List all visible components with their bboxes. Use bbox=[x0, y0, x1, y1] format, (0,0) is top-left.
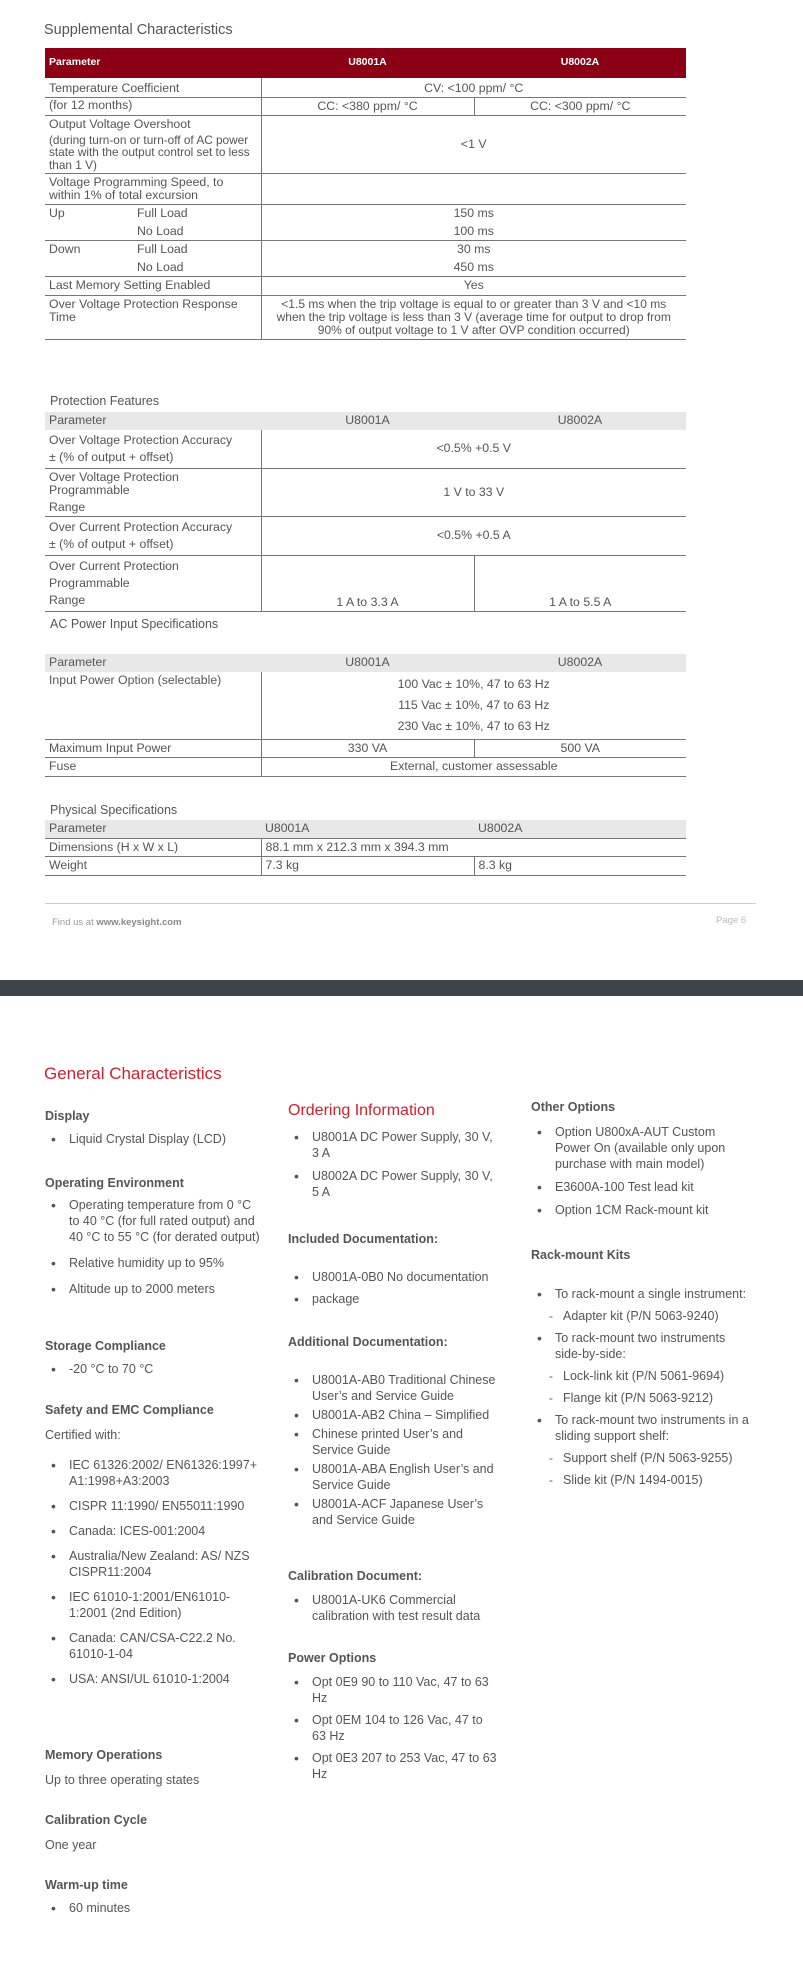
calibration-text: One year bbox=[45, 1838, 97, 1852]
document-page-7 bbox=[0, 996, 803, 1971]
list-item: • U8001A DC Power Supply, 30 V, 3 A bbox=[288, 1129, 503, 1161]
max-power-a: 330 VA bbox=[261, 739, 474, 758]
physical-header-u8002a: U8002A bbox=[474, 820, 686, 838]
page-separator bbox=[0, 980, 803, 996]
ovp-response-label: Over Voltage Protection Response Time bbox=[45, 295, 261, 339]
list-item: • U8001A-ACF Japanese User’s and Service Guide bbox=[288, 1496, 503, 1528]
up-label: Up bbox=[49, 206, 65, 220]
storage-list bbox=[45, 1361, 265, 1377]
calibration-doc-list bbox=[288, 1592, 503, 1624]
list-item: • Option 1CM Rack-mount kit bbox=[531, 1202, 751, 1218]
ocp-accuracy-label bbox=[45, 517, 261, 556]
certified-with: Certified with: bbox=[45, 1428, 121, 1442]
temp-coeff-cv: CV: <100 ppm/ °C bbox=[261, 78, 686, 97]
ovp-accuracy-label bbox=[45, 430, 261, 469]
physical-header-u8001a: U8001A bbox=[261, 820, 474, 838]
ovp-accuracy-label-1: Over Voltage Protection Accuracy bbox=[49, 432, 233, 447]
down-full-load: Full Load bbox=[137, 242, 188, 256]
list-item: • Opt 0EM 104 to 126 Vac, 47 to 63 Hz bbox=[288, 1712, 498, 1744]
document-page-6 bbox=[0, 0, 803, 980]
list-item: • Operating temperature from 0 °C to 40 °C (for full rated output) and 40 °C to 55 °C (for derated output) bbox=[45, 1197, 265, 1245]
ac-table bbox=[45, 654, 686, 777]
up-no-value: 100 ms bbox=[261, 223, 686, 241]
footer-find-us bbox=[52, 917, 182, 928]
ordering-list bbox=[288, 1129, 503, 1200]
up-full-label bbox=[45, 205, 261, 223]
list-item: - Support shelf (P/N 5063-9255) bbox=[531, 1450, 751, 1466]
up-no-load: No Load bbox=[137, 223, 184, 238]
list-item: - Adapter kit (P/N 5063-9240) bbox=[531, 1308, 751, 1324]
ovp-range-label-2: Range bbox=[49, 499, 86, 514]
included-doc-list bbox=[288, 1269, 503, 1307]
up-full-load: Full Load bbox=[137, 206, 188, 220]
physical-title: Physical Specifications bbox=[50, 803, 178, 817]
ac-header-parameter: Parameter bbox=[45, 654, 261, 672]
prog-speed-value bbox=[261, 174, 686, 205]
display-list bbox=[45, 1131, 265, 1147]
weight-b: 8.3 kg bbox=[474, 857, 686, 876]
list-item: • U8002A DC Power Supply, 30 V, 5 A bbox=[288, 1168, 503, 1200]
ocp-accuracy-label-2: ± (% of output + offset) bbox=[49, 537, 174, 551]
protection-header-parameter: Parameter bbox=[45, 412, 261, 430]
safety-list bbox=[45, 1457, 260, 1687]
list-item: • U8001A-AB2 China – Simplified bbox=[288, 1407, 503, 1423]
fuse-value: External, customer assessable bbox=[261, 758, 686, 777]
ocp-accuracy-value: <0.5% +0.5 A bbox=[261, 517, 686, 556]
input-option-100: 100 Vac ± 10%, 47 to 63 Hz bbox=[397, 676, 550, 691]
input-option-230: 230 Vac ± 10%, 47 to 63 Hz bbox=[397, 718, 550, 733]
ovp-range-label-1: Over Voltage Protection Programmable bbox=[49, 469, 179, 497]
safety-heading: Safety and EMC Compliance bbox=[45, 1403, 214, 1417]
up-no-label bbox=[45, 223, 261, 241]
list-item: - Lock-link kit (P/N 5061-9694) bbox=[531, 1368, 751, 1384]
temp-coeff-cc-b: CC: <300 ppm/ °C bbox=[474, 97, 686, 116]
overshoot-value: <1 V bbox=[261, 116, 686, 174]
physical-table bbox=[45, 820, 686, 876]
warmup-heading: Warm-up time bbox=[45, 1878, 128, 1892]
protection-header-u8002a: U8002A bbox=[474, 412, 686, 430]
input-option-values bbox=[261, 672, 686, 740]
footer-page-number: Page 6 bbox=[716, 915, 747, 926]
input-option-label: Input Power Option (selectable) bbox=[45, 672, 261, 740]
down-no-value: 450 ms bbox=[261, 259, 686, 277]
rack-mount-list bbox=[531, 1286, 751, 1488]
down-full-label bbox=[45, 241, 261, 259]
list-item: • Altitude up to 2000 meters bbox=[45, 1281, 265, 1297]
down-label: Down bbox=[49, 242, 81, 256]
max-power-b: 500 VA bbox=[474, 739, 686, 758]
rack-mount-heading: Rack-mount Kits bbox=[531, 1248, 631, 1262]
list-item: • U8001A-ABA English User’s and Service Guide bbox=[288, 1461, 503, 1493]
storage-heading: Storage Compliance bbox=[45, 1339, 166, 1353]
ac-header-u8002a: U8002A bbox=[474, 654, 686, 672]
down-full-value: 30 ms bbox=[261, 241, 686, 259]
protection-header-u8001a: U8001A bbox=[261, 412, 474, 430]
max-power-label: Maximum Input Power bbox=[45, 739, 261, 758]
last-memory-value: Yes bbox=[261, 277, 686, 296]
list-item: • Chinese printed User’s and Service Guide bbox=[288, 1426, 503, 1458]
power-options-heading: Power Options bbox=[288, 1651, 377, 1665]
list-item: • Opt 0E9 90 to 110 Vac, 47 to 63 Hz bbox=[288, 1674, 498, 1706]
list-item: • Option U800xA-AUT Custom Power On (available only upon purchase with main model) bbox=[531, 1124, 751, 1172]
calibration-heading: Calibration Cycle bbox=[45, 1813, 148, 1827]
last-memory-label: Last Memory Setting Enabled bbox=[45, 277, 261, 296]
list-item: • IEC 61326:2002/ EN61326:1997+ A1:1998+A3:2003 bbox=[45, 1457, 260, 1489]
list-item: • To rack-mount two instruments side-by-side: bbox=[531, 1330, 751, 1362]
protection-table bbox=[45, 412, 686, 612]
down-no-label bbox=[45, 259, 261, 277]
list-item: • To rack-mount a single instrument: bbox=[531, 1286, 751, 1302]
prog-speed-label: Voltage Programming Speed, to within 1% of total excursion bbox=[45, 174, 261, 205]
weight-a: 7.3 kg bbox=[261, 857, 474, 876]
list-item: • Canada: ICES-001:2004 bbox=[45, 1523, 260, 1539]
warmup-list bbox=[45, 1900, 265, 1916]
overshoot-label-1: Output Voltage Overshoot bbox=[49, 117, 191, 131]
list-item: • USA: ANSI/UL 61010-1:2004 bbox=[45, 1671, 260, 1687]
operating-env-heading: Operating Environment bbox=[45, 1176, 184, 1190]
list-item: • Canada: CAN/CSA-C22.2 No. 61010-1-04 bbox=[45, 1630, 260, 1662]
ovp-accuracy-label-2: ± (% of output + offset) bbox=[49, 449, 174, 464]
header-u8002a: U8002A bbox=[474, 48, 686, 78]
ocp-range-a: 1 A to 3.3 A bbox=[261, 556, 474, 612]
additional-doc-list bbox=[288, 1372, 503, 1528]
list-item: • package bbox=[288, 1291, 503, 1307]
list-item: • Liquid Crystal Display (LCD) bbox=[45, 1131, 265, 1147]
temp-coeff-cc-a: CC: <380 ppm/ °C bbox=[261, 97, 474, 116]
list-item: • -20 °C to 70 °C bbox=[45, 1361, 265, 1377]
temp-coeff-label-2: (for 12 months) bbox=[45, 97, 261, 116]
header-u8001a: U8001A bbox=[261, 48, 474, 78]
ocp-range-label bbox=[45, 556, 261, 612]
ovp-response-value: <1.5 ms when the trip voltage is equal to or greater than 3 V and <10 ms when the trip voltage is less than 3 V (average time for output to drop from 90% of output voltage to 1 V after OVP condition occurred) bbox=[261, 295, 686, 339]
included-doc-heading: Included Documentation: bbox=[288, 1232, 438, 1246]
list-item: • To rack-mount two instruments in a sliding support shelf: bbox=[531, 1412, 751, 1444]
ocp-range-label-1: Over Current Protection Programmable bbox=[49, 559, 179, 590]
header-parameter: Parameter bbox=[45, 48, 261, 78]
memory-heading: Memory Operations bbox=[45, 1748, 163, 1762]
list-item: • E3600A-100 Test lead kit bbox=[531, 1179, 751, 1195]
input-option-115: 115 Vac ± 10%, 47 to 63 Hz bbox=[398, 697, 550, 712]
other-options-heading: Other Options bbox=[531, 1100, 616, 1114]
display-heading: Display bbox=[45, 1109, 90, 1123]
section-title-supplemental: Supplemental Characteristics bbox=[44, 22, 233, 38]
ovp-range-value: 1 V to 33 V bbox=[261, 468, 686, 517]
ovp-range-label bbox=[45, 468, 261, 517]
list-item: • IEC 61010-1:2001/EN61010-1:2001 (2nd Edition) bbox=[45, 1589, 260, 1621]
list-item: - Slide kit (P/N 1494-0015) bbox=[531, 1472, 751, 1488]
calibration-doc-heading: Calibration Document: bbox=[288, 1569, 423, 1583]
overshoot-label bbox=[45, 116, 261, 174]
list-item: • Relative humidity up to 95% bbox=[45, 1255, 265, 1271]
overshoot-label-2: (during turn-on or turn-off of AC power state with the output control set to less than 1 V) bbox=[49, 132, 250, 172]
ac-title: AC Power Input Specifications bbox=[50, 617, 219, 631]
protection-title: Protection Features bbox=[50, 394, 160, 408]
list-item: • CISPR 11:1990/ EN55011:1990 bbox=[45, 1498, 260, 1514]
ac-header-u8001a: U8001A bbox=[261, 654, 474, 672]
ordering-info-title: Ordering Information bbox=[288, 1102, 435, 1119]
general-characteristics-title: General Characteristics bbox=[44, 1064, 222, 1083]
dimensions-label: Dimensions (H x W x L) bbox=[45, 838, 261, 857]
memory-text: Up to three operating states bbox=[45, 1773, 200, 1787]
dimensions-value: 88.1 mm x 212.3 mm x 394.3 mm bbox=[261, 838, 686, 857]
temp-coeff-label: Temperature Coefficient bbox=[45, 78, 261, 97]
list-item: • U8001A-UK6 Commercial calibration with test result data bbox=[288, 1592, 503, 1624]
fuse-label: Fuse bbox=[45, 758, 261, 777]
footer-website-link[interactable]: www.keysight.com bbox=[96, 917, 182, 928]
list-item: • 60 minutes bbox=[45, 1900, 265, 1916]
list-item: • U8001A-0B0 No documentation bbox=[288, 1269, 503, 1285]
footer-divider bbox=[45, 903, 756, 904]
power-options-list bbox=[288, 1674, 498, 1782]
down-no-load: No Load bbox=[137, 259, 184, 274]
footer-prefix: Find us at bbox=[52, 917, 97, 928]
ocp-range-b: 1 A to 5.5 A bbox=[474, 556, 686, 612]
table-header-row bbox=[45, 48, 686, 78]
other-options-list bbox=[531, 1124, 751, 1218]
list-item: - Flange kit (P/N 5063-9212) bbox=[531, 1390, 751, 1406]
additional-doc-heading: Additional Documentation: bbox=[288, 1335, 448, 1349]
weight-label: Weight bbox=[45, 857, 261, 876]
operating-env-list bbox=[45, 1197, 265, 1297]
physical-header-parameter: Parameter bbox=[45, 820, 261, 838]
supplemental-table bbox=[45, 48, 686, 340]
list-item: • Australia/New Zealand: AS/ NZS CISPR11:2004 bbox=[45, 1548, 260, 1580]
up-full-value: 150 ms bbox=[261, 205, 686, 223]
list-item: • U8001A-AB0 Traditional Chinese User’s and Service Guide bbox=[288, 1372, 503, 1404]
ovp-accuracy-value: <0.5% +0.5 V bbox=[261, 430, 686, 469]
list-item: • Opt 0E3 207 to 253 Vac, 47 to 63 Hz bbox=[288, 1750, 498, 1782]
ocp-accuracy-label-1: Over Current Protection Accuracy bbox=[49, 520, 233, 534]
ocp-range-label-2: Range bbox=[49, 593, 86, 607]
